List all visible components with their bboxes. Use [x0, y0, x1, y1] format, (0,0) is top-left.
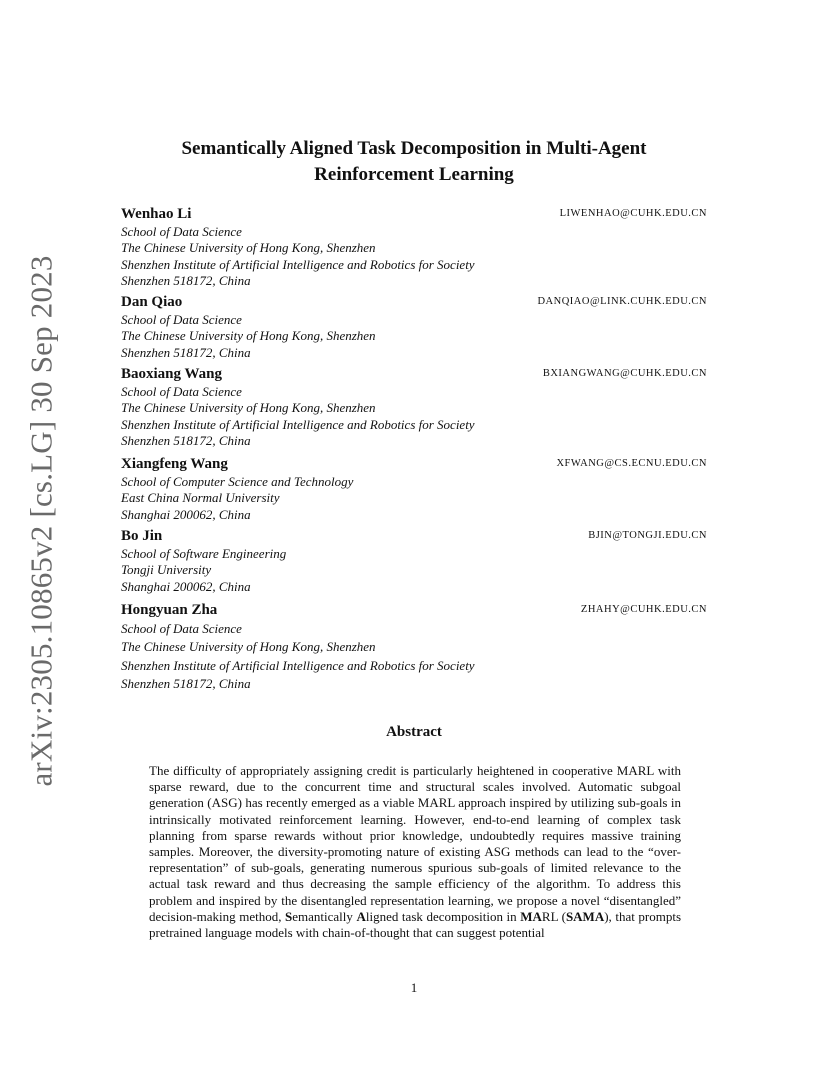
- paper-title: [100, 136, 728, 188]
- affiliation-line: Tongji University: [121, 562, 212, 578]
- abstract-bold-sama: SAMA: [565, 908, 605, 924]
- author-name: Wenhao Li: [121, 206, 192, 222]
- paper-title-line-1: Semantically Aligned Task Decomposition in Multi-Agent: [181, 138, 647, 159]
- affiliation-line: The Chinese University of Hong Kong, Shenzhen: [121, 328, 376, 344]
- affiliation-line: School of Data Science: [121, 384, 242, 399]
- paper-title-line-2: Reinforcement Learning: [314, 164, 514, 185]
- abstract-body: [149, 763, 681, 941]
- affiliation-line: Shenzhen 518172, China: [121, 675, 251, 691]
- affiliation-line: Shenzhen Institute of Artificial Intelligence and Robotics for Society: [121, 416, 475, 432]
- author-block: [121, 366, 707, 449]
- author-block: [121, 294, 707, 361]
- abstract-bold-ma: MA: [520, 908, 542, 924]
- affiliation-line: Shanghai 200062, China: [121, 506, 251, 522]
- affiliation-line: School of Data Science: [121, 621, 242, 636]
- affiliation-line: Shenzhen 518172, China: [121, 272, 251, 288]
- affiliation-line: The Chinese University of Hong Kong, Shenzhen: [121, 400, 376, 416]
- affiliation-line: The Chinese University of Hong Kong, Shenzhen: [121, 639, 376, 655]
- abstract-heading: Abstract: [386, 724, 442, 740]
- arxiv-identifier: arXiv:2305.10865v2 [cs.LG] 30 Sep 2023: [24, 255, 59, 787]
- arxiv-side-stamp: [22, 255, 62, 787]
- affiliation-line: Shenzhen 518172, China: [121, 344, 251, 360]
- abstract-text: ), that prompts pretrained language models with chain-of-thought that can suggest potential: [149, 908, 682, 941]
- affiliation-line: Shenzhen Institute of Artificial Intelligence and Robotics for Society: [121, 256, 475, 272]
- author-name: Dan Qiao: [121, 294, 183, 310]
- author-block: [121, 602, 707, 693]
- author-block: [121, 528, 707, 595]
- affiliation-line: Shanghai 200062, China: [121, 578, 251, 594]
- abstract-bold-a: A: [356, 908, 366, 924]
- affiliation-line: School of Data Science: [121, 312, 242, 327]
- author-name: Baoxiang Wang: [121, 366, 223, 382]
- affiliation-line: School of Software Engineering: [121, 546, 287, 561]
- author-name: Bo Jin: [121, 528, 163, 544]
- affiliation-line: East China Normal University: [121, 490, 280, 506]
- author-email[interactable]: LIWENHAO@CUHK.EDU.CN: [559, 208, 707, 219]
- author-email[interactable]: BJIN@TONGJI.EDU.CN: [588, 530, 707, 541]
- author-email[interactable]: DANQIAO@LINK.CUHK.EDU.CN: [537, 296, 707, 307]
- abstract-text: RL (: [541, 908, 566, 924]
- author-name: Xiangfeng Wang: [121, 456, 228, 472]
- affiliation-line: The Chinese University of Hong Kong, Shenzhen: [121, 240, 376, 256]
- author-name: Hongyuan Zha: [121, 602, 218, 618]
- abstract-bold-s: S: [285, 908, 293, 924]
- affiliation-line: Shenzhen Institute of Artificial Intelligence and Robotics for Society: [121, 657, 475, 673]
- abstract-text: ligned task decomposition in: [365, 908, 521, 924]
- abstract-text: emantically: [292, 908, 357, 924]
- affiliation-line: Shenzhen 518172, China: [121, 432, 251, 448]
- author-email[interactable]: BXIANGWANG@CUHK.EDU.CN: [542, 368, 707, 379]
- abstract-text: The difficulty of appropriately assigning credit is particularly heightened in cooperative MARL with sparse reward, due to the concurrent time and structural scales involved. Automatic subgoal generation (ASG) has recently emerged as a viable MARL approach inspired by utilizing sub-goals in intrinsically motivated reinforcement learning. However, end-to-end learning of complex task planning from sparse rewards without prior knowledge, undoubtedly requires massive training samples. Moreover, the diversity-promoting nature of existing ASG methods can lead to the “over-representation” of sub-goals, generating numerous spurious sub-goals of limited relevance to the actual task reward and thus decreasing the sample efficiency of the algorithm. To address this problem and inspired by the disentangled representation learning, we propose a novel “disentangled” decision-making method,: [149, 763, 681, 924]
- author-block: [121, 206, 707, 289]
- page-number: 1: [410, 980, 418, 995]
- author-email[interactable]: XFWANG@CS.ECNU.EDU.CN: [556, 458, 707, 469]
- affiliation-line: School of Computer Science and Technology: [121, 474, 354, 489]
- author-email[interactable]: ZHAHY@CUHK.EDU.CN: [580, 604, 707, 615]
- affiliation-line: School of Data Science: [121, 224, 242, 239]
- author-block: [121, 456, 707, 523]
